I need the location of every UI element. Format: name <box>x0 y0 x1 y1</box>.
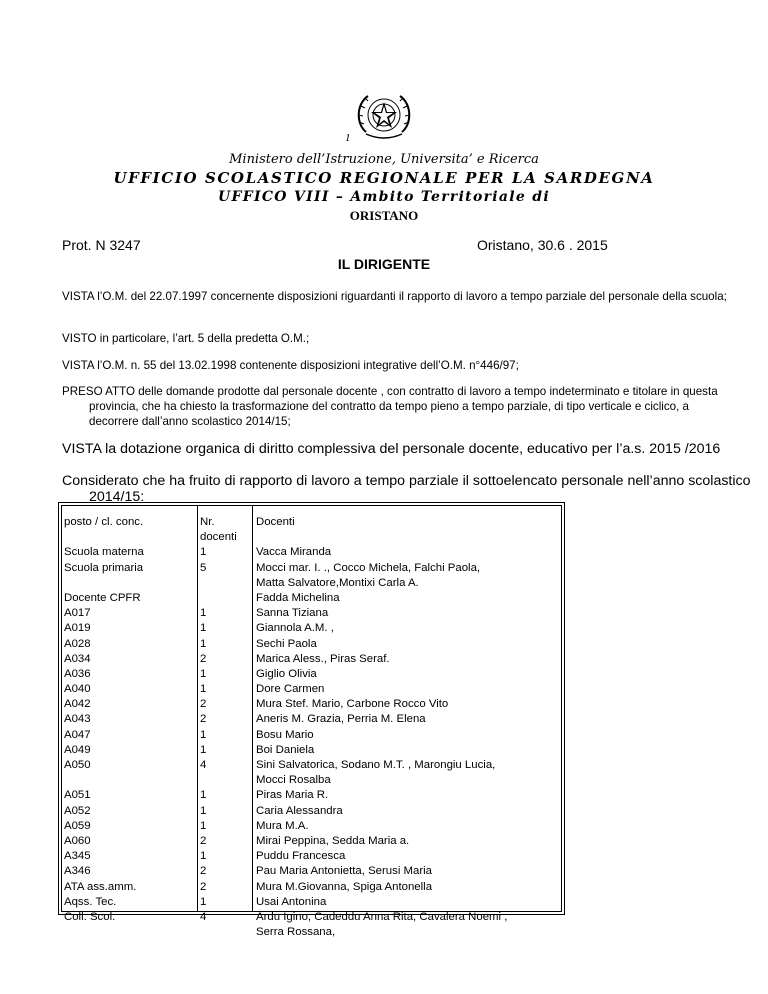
table-cell: 2 <box>200 834 207 847</box>
table-cell: Mura Stef. Mario, Carbone Rocco Vito <box>256 698 449 711</box>
table-cell: Dore Carmen <box>256 683 325 696</box>
table-cell: Vacca Miranda <box>256 546 332 559</box>
table-cell: A019 <box>64 622 91 635</box>
paragraph-preso-atto: PRESO ATTO delle domande prodotte dal personale docente , con contratto di lavoro a tempo indeterminato e titolare in questa provincia, che ha chiesto la trasformazione del contratto da tempo pieno a tempo parziale, di tipo verticale e ciclico, a decorrere dall’anno scolastico 2014/15; <box>62 385 718 428</box>
table-cell: 1 <box>200 683 207 696</box>
table-header-teachers: Docenti <box>256 516 295 528</box>
table-cell: 1 <box>200 850 207 863</box>
table-cell: Giannola A.M. , <box>256 622 334 635</box>
table-cell: 1 <box>200 637 207 650</box>
page-number: 1 <box>345 132 351 144</box>
table-cell: Pau Maria Antonietta, Serusi Maria <box>256 865 433 878</box>
table-column-count <box>200 515 206 940</box>
table-cell: 5 <box>200 561 207 574</box>
table-cell: Aqss. Tec. <box>64 895 117 908</box>
table-cell: Sanna Tiziana <box>256 607 329 620</box>
table-cell <box>200 591 206 606</box>
table-cell: Boi Daniela <box>256 743 315 756</box>
table-cell: 1 <box>200 743 207 756</box>
table-cell: 2 <box>200 698 207 711</box>
paragraph-considerato: Considerato che ha fruito di rapporto di lavoro a tempo parziale il sottoelencato personale nell’anno scolastico 2014/15: <box>62 473 751 505</box>
table-cell: 1 <box>200 622 207 635</box>
paragraph-vista-dotazione: VISTA la dotazione organica di diritto complessiva del personale docente, educativo per l’a.s. 2015 /2016 <box>62 441 721 457</box>
table-cell: Coll. Scol. <box>64 910 116 923</box>
table-cell: A050 <box>64 759 91 771</box>
table-cell: Mocci mar. I. ., Cocco Michela, Falchi Paola, <box>256 561 481 574</box>
city-name: ORISTANO <box>349 208 419 223</box>
table-cell: A047 <box>64 728 91 741</box>
table-cell <box>200 773 206 788</box>
table-cell: 2 <box>200 865 207 878</box>
table-cell <box>200 925 206 940</box>
table-cell: Caria Alessandra <box>256 804 343 817</box>
table-cell: Ardu Igino, Cadeddu Anna Rita, Cavalera Noemi , <box>256 910 508 923</box>
table-cell: A040 <box>64 683 91 696</box>
table-cell <box>256 530 507 545</box>
table-cell: 1 <box>200 804 207 817</box>
table-cell <box>64 773 144 788</box>
office-name: UFFICIO SCOLASTICO REGIONALE PER LA SARDEGNA <box>113 169 655 187</box>
table-cell <box>256 515 507 530</box>
document-title: IL DIRIGENTE <box>337 256 431 272</box>
table-cell <box>64 515 144 530</box>
table-cell: Docente CPFR <box>64 591 141 604</box>
table-cell: ATA ass.amm. <box>64 880 137 893</box>
table-cell <box>64 530 144 545</box>
table-cell: Mura M.Giovanna, Spiga Antonella <box>256 880 433 893</box>
table-cell: 1 <box>200 819 207 832</box>
table-header-count: Nr. docenti <box>200 516 237 544</box>
table-cell: Sechi Paola <box>256 637 317 650</box>
table-cell: Sini Salvatorica, Sodano M.T. , Marongiu Lucia, <box>256 759 496 771</box>
table-cell: Marica Aless., Piras Seraf. <box>256 652 390 665</box>
table-cell: A052 <box>64 804 91 817</box>
table-cell: Serra Rossana, <box>256 926 336 939</box>
table-cell: A042 <box>64 698 91 711</box>
table-cell: A051 <box>64 789 91 802</box>
table-cell: A017 <box>64 607 91 620</box>
table-cell: 1 <box>200 546 207 559</box>
table-column-teachers <box>256 515 507 940</box>
table-cell: Aneris M. Grazia, Perria M. Elena <box>256 713 426 726</box>
table-cell: Giglio Olivia <box>256 667 317 680</box>
table-cell: A059 <box>64 819 91 832</box>
paragraph-visto-art5: VISTO in particolare, l’art. 5 della predetta O.M.; <box>62 332 310 345</box>
table-cell: A346 <box>64 865 91 878</box>
paragraph-vista-om-1997: VISTA l’O.M. del 22.07.1997 concernente disposizioni riguardanti il rapporto di lavoro a tempo parziale del personale della scuola; <box>62 290 727 303</box>
table-cell: A049 <box>64 743 91 756</box>
dateline: Oristano, 30.6 . 2015 <box>477 237 608 253</box>
table-cell <box>200 576 206 591</box>
table-cell: A043 <box>64 713 91 726</box>
table-cell: A028 <box>64 637 91 650</box>
ministry-name: Ministero dell’Istruzione, Universita’ e Ricerca <box>229 152 539 167</box>
table-cell: 1 <box>200 895 207 908</box>
table-cell: Mirai Peppina, Sedda Maria a. <box>256 834 410 847</box>
table-cell: 2 <box>200 880 207 893</box>
table-cell: Bosu Mario <box>256 728 314 741</box>
table-cell <box>200 515 206 530</box>
table-cell <box>200 530 206 545</box>
table-cell: 2 <box>200 713 207 726</box>
table-cell: A345 <box>64 850 91 863</box>
table-column-post <box>64 515 144 940</box>
sub-office-name: UFFICO VIII – Ambito Territoriale di <box>218 189 550 205</box>
table-cell: Usai Antonina <box>256 895 327 908</box>
table-cell: Scuola materna <box>64 546 144 559</box>
protocol-number: Prot. N 3247 <box>62 237 141 253</box>
table-cell: Mocci Rosalba <box>256 774 331 787</box>
table-cell: A034 <box>64 652 91 665</box>
table-cell: 4 <box>200 910 207 923</box>
table-cell: 1 <box>200 607 207 620</box>
table-cell: A036 <box>64 667 91 680</box>
table-cell: 4 <box>200 759 207 771</box>
table-cell <box>64 576 144 591</box>
table-cell: 1 <box>200 667 207 680</box>
table-cell <box>64 925 144 940</box>
table-cell: 1 <box>200 789 207 802</box>
table-cell: Mura M.A. <box>256 819 309 832</box>
table-cell: Puddu Francesca <box>256 850 346 863</box>
table-cell: Scuola primaria <box>64 561 144 574</box>
table-cell: Fadda Michelina <box>256 591 340 604</box>
table-cell: 2 <box>200 652 207 665</box>
table-header-post: posto / cl. conc. <box>64 516 144 528</box>
table-cell: 1 <box>200 728 207 741</box>
table-cell: A060 <box>64 834 91 847</box>
table-cell: Matta Salvatore,Montixi Carla A. <box>256 576 419 589</box>
table-cell: Piras Maria R. <box>256 789 329 802</box>
paragraph-vista-om-55: VISTA l’O.M. n. 55 del 13.02.1998 contenente disposizioni integrative dell’O.M. n°446/97; <box>62 359 519 372</box>
